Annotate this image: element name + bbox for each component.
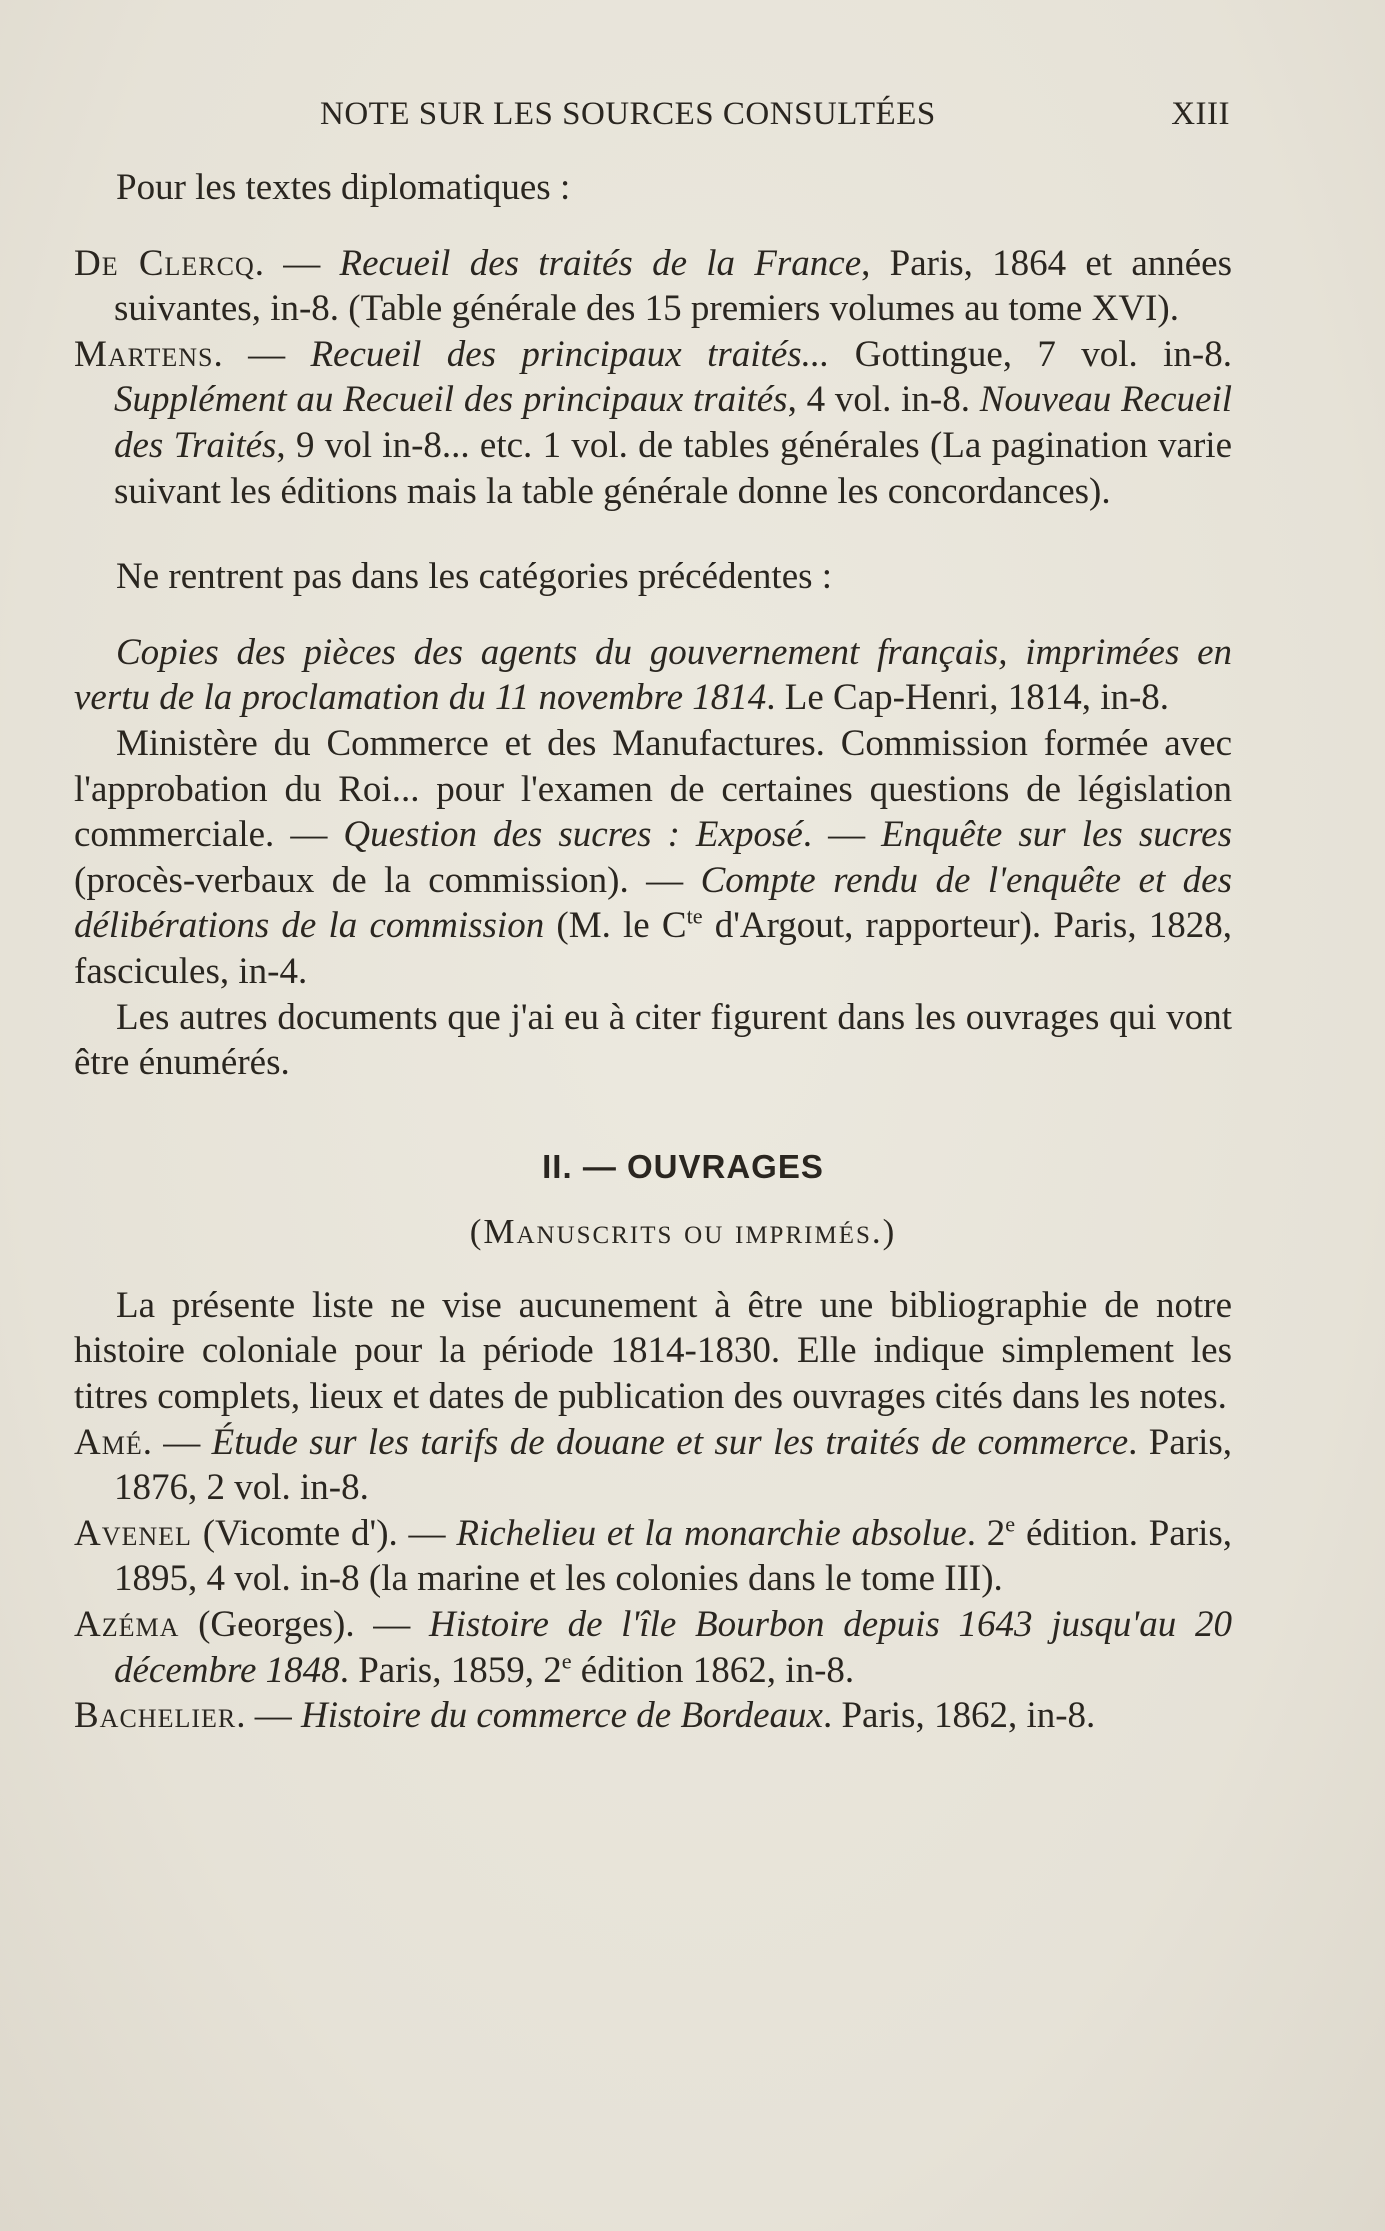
entry-author: Avenel [74, 1512, 192, 1554]
ouvrages-intro: La présente liste ne vise aucunement à être une bibliographie de notre histoire coloniale pour la période 1814-1830. Elle indique simplement les titres complets, lieux et dates de publication des ouvrages cités dans les notes. [74, 1284, 1232, 1418]
entry-author: Amé [74, 1421, 143, 1463]
other-autres: Les autres documents que j'ai eu à citer figurent dans les ouvrages qui vont être énumérés. [74, 996, 1232, 1084]
entry-title: Histoire de l'île Bourbon depuis 1643 jusqu'au 20 décembre 1848 [114, 1604, 1232, 1691]
entry-author: Azéma [74, 1604, 180, 1646]
entry-azema: Azéma (Georges). — Histoire de l'île Bourbon depuis 1643 jusqu'au 20 décembre 1848. Paris, 1859, 2e édition 1862, in-8. [74, 1604, 1232, 1691]
entry-title: Question des sucres : Exposé [343, 814, 803, 856]
entry-ame: Amé. — Étude sur les tarifs de douane et sur les traités de commerce. Paris, 1876, 2 vol. in-8. [74, 1421, 1232, 1509]
entry-title: Histoire du commerce de Bordeaux [300, 1695, 823, 1737]
entry-title: Recueil des principaux traités... [310, 333, 830, 375]
entry-copies: Copies des pièces des agents du gouvernement français, imprimées en vertu de la proclamation du 11 novembre 1814. Le Cap-Henri, 1814, in-8. [74, 631, 1232, 719]
other-intro: Ne rentrent pas dans les catégories précédentes : [116, 556, 833, 598]
entry-title: Étude sur les tarifs de douane et sur les traités de commerce [211, 1421, 1129, 1463]
entry-ministere: Ministère du Commerce et des Manufactures. Commission formée avec l'approbation du Roi... pour l'examen de certaines questions de législation commerciale. — Question des sucres : Exposé. — Enquête sur les sucres (procès-verbaux de la commission). — Compte rendu de l'enquête et des délibérations de la commission (M. le $C^{te}$ d'Argout, rapporteur). Paris, 1828, fascicules, in-4. [74, 722, 1233, 992]
running-title: NOTE SUR LES SOURCES CONSULTÉES [320, 96, 936, 132]
entry-bachelier: Bachelier. — Histoire du commerce de Bordeaux. Paris, 1862, in-8. [74, 1695, 1096, 1737]
entry-martens: Martens. — Recueil des principaux traités... Gottingue, 7 vol. in-8. Supplément au Recueil des principaux traités, 4 vol. in-8. Nouveau Recueil des Traités, 9 vol in-8... etc. 1 vol. de tables générales (La pagination varie suivant les éditions mais la table générale donne les concordances). [74, 333, 1232, 512]
section-subheading: (Manuscrits ou imprimés.) [469, 1212, 897, 1252]
entry-author: De Clercq [74, 242, 255, 284]
entry-avenel: Avenel (Vicomte d'). — Richelieu et la monarchie absolue. 2e édition. Paris, 1895, 4 vol. in-8 (la marine et les colonies dans le tome III). [74, 1511, 1232, 1600]
entry-title: Copies des pièces des agents du gouvernement français, imprimées en vertu de la proclamation du 11 novembre 1814 [74, 631, 1232, 719]
entry-title: Nouveau Recueil des Traités [114, 379, 1232, 466]
entry-de-clercq: De Clercq. — Recueil des traités de la France, Paris, 1864 et années suivantes, in-8. (Table générale des 15 premiers volumes au tome XVI). [74, 242, 1232, 330]
page-body [74, 165, 1232, 1739]
section-heading: II. — OUVRAGES [542, 1147, 824, 1185]
entry-title: Supplément au Recueil des principaux traités [114, 379, 788, 421]
entry-title: Enquête sur les sucres [881, 814, 1233, 856]
entry-title: Richelieu et la monarchie absolue [456, 1512, 967, 1554]
page-number: XIII [1171, 96, 1230, 132]
entry-title: Compte rendu de l'enquête et des délibérations de la commission [74, 859, 1232, 947]
entry-author: Bachelier [74, 1695, 237, 1737]
diplomatic-intro: Pour les textes diplomatiques : [116, 167, 571, 208]
entry-title: Recueil des traités de la France [339, 242, 862, 284]
entry-author: Martens [74, 333, 214, 375]
